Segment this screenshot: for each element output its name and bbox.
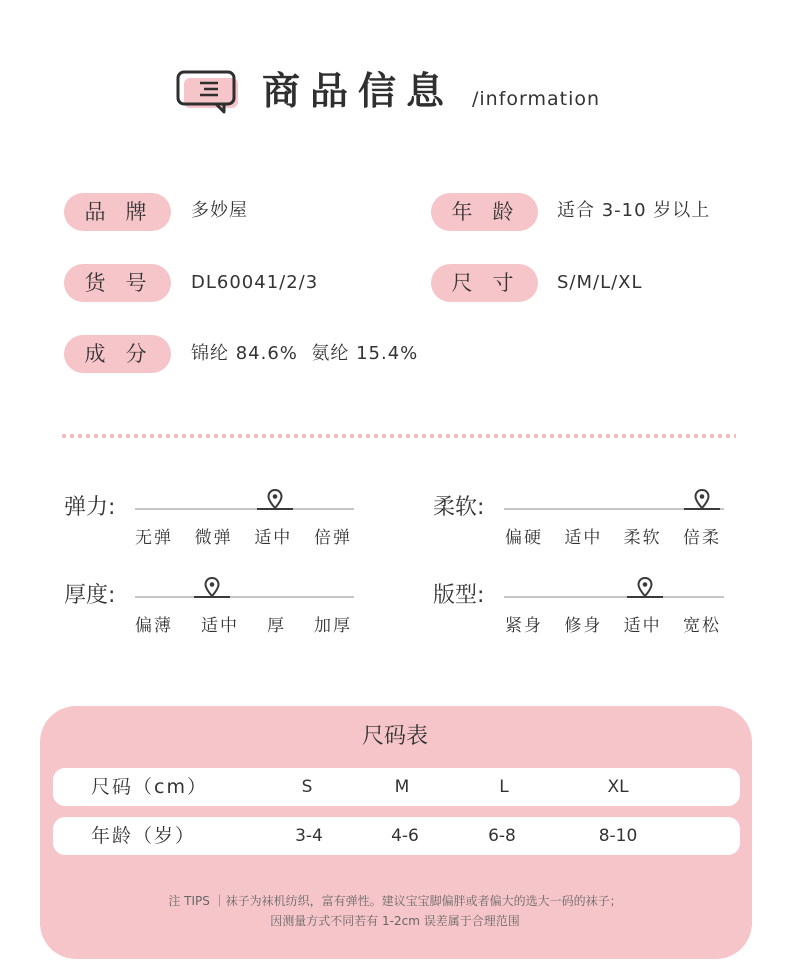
slider-label-softness: 柔软: [433, 495, 485, 520]
option-label: 偏薄 [135, 616, 173, 636]
slider-label-fit: 版型: [433, 583, 485, 608]
slider-track-elasticity [135, 508, 354, 510]
slider-options-thickness [135, 615, 352, 637]
table-cell: L [499, 777, 509, 797]
table-cell: 6-8 [488, 826, 516, 846]
slider-options-fit [505, 615, 721, 637]
info-label-age: 年龄 [431, 193, 538, 231]
row-header: 尺码（cm） [91, 776, 208, 798]
slider-label-elasticity: 弹力: [64, 495, 116, 520]
info-label-brand: 品牌 [64, 193, 171, 231]
table-row [53, 768, 740, 806]
table-cell: 3-4 [295, 826, 323, 846]
info-value-sku: DL60041/2/3 [191, 272, 319, 293]
option-label: 加厚 [314, 616, 352, 636]
info-value-brand: 多妙屋 [191, 200, 248, 221]
chat-bubble-icon [176, 70, 240, 114]
info-label-size: 尺寸 [431, 264, 538, 302]
option-label: 偏硬 [505, 528, 543, 548]
map-pin-icon [694, 489, 710, 509]
option-label: 倍柔 [682, 528, 721, 548]
table-cell: S [301, 777, 313, 797]
map-pin-icon [637, 577, 653, 597]
option-label: 适中 [564, 528, 603, 548]
option-label: 适中 [623, 616, 662, 636]
option-label: 适中 [254, 528, 293, 548]
slider-label-thickness: 厚度: [64, 583, 116, 608]
tips-text: 注 TIPS ｜袜子为袜机纺织，富有弹性。建议宝宝脚偏胖或者偏大的选大一码的袜子； [168, 894, 622, 908]
option-label: 无弹 [135, 528, 173, 548]
info-value-size: S/M/L/XL [557, 272, 643, 293]
option-label: 厚 [267, 616, 286, 636]
slider-track-thickness [135, 596, 354, 598]
info-value-age: 适合 3-10 岁以上 [557, 200, 711, 221]
slider-options-softness [505, 527, 721, 549]
map-pin-icon [267, 489, 283, 509]
option-label: 宽松 [682, 616, 721, 636]
option-label: 适中 [201, 616, 239, 636]
slider-track-fit [504, 596, 724, 598]
table-cell: XL [607, 777, 629, 797]
option-label: 修身 [564, 616, 603, 636]
tips-text: 因测量方式不同若有 1-2cm 误差属于合理范围 [270, 914, 520, 928]
table-row [53, 817, 740, 855]
size-table-title: 尺码表 [361, 724, 428, 749]
slider-options-elasticity [135, 527, 352, 549]
info-label-sku: 货号 [64, 264, 171, 302]
option-label: 柔软 [623, 528, 662, 548]
table-cell: 8-10 [598, 826, 638, 846]
table-cell: M [394, 777, 410, 797]
table-cell: 4-6 [391, 826, 419, 846]
row-header: 年龄（岁） [91, 825, 197, 847]
info-value-material: 锦纶 84.6% 氨纶 15.4% [191, 343, 419, 364]
option-label: 紧身 [505, 616, 543, 636]
dotted-divider [60, 432, 736, 440]
option-label: 倍弹 [313, 528, 352, 548]
option-label: 微弹 [194, 528, 233, 548]
page-title: 商品信息 [262, 69, 455, 113]
info-label-material: 成分 [64, 335, 171, 373]
map-pin-icon [204, 577, 220, 597]
page-subtitle: /information [472, 88, 601, 110]
